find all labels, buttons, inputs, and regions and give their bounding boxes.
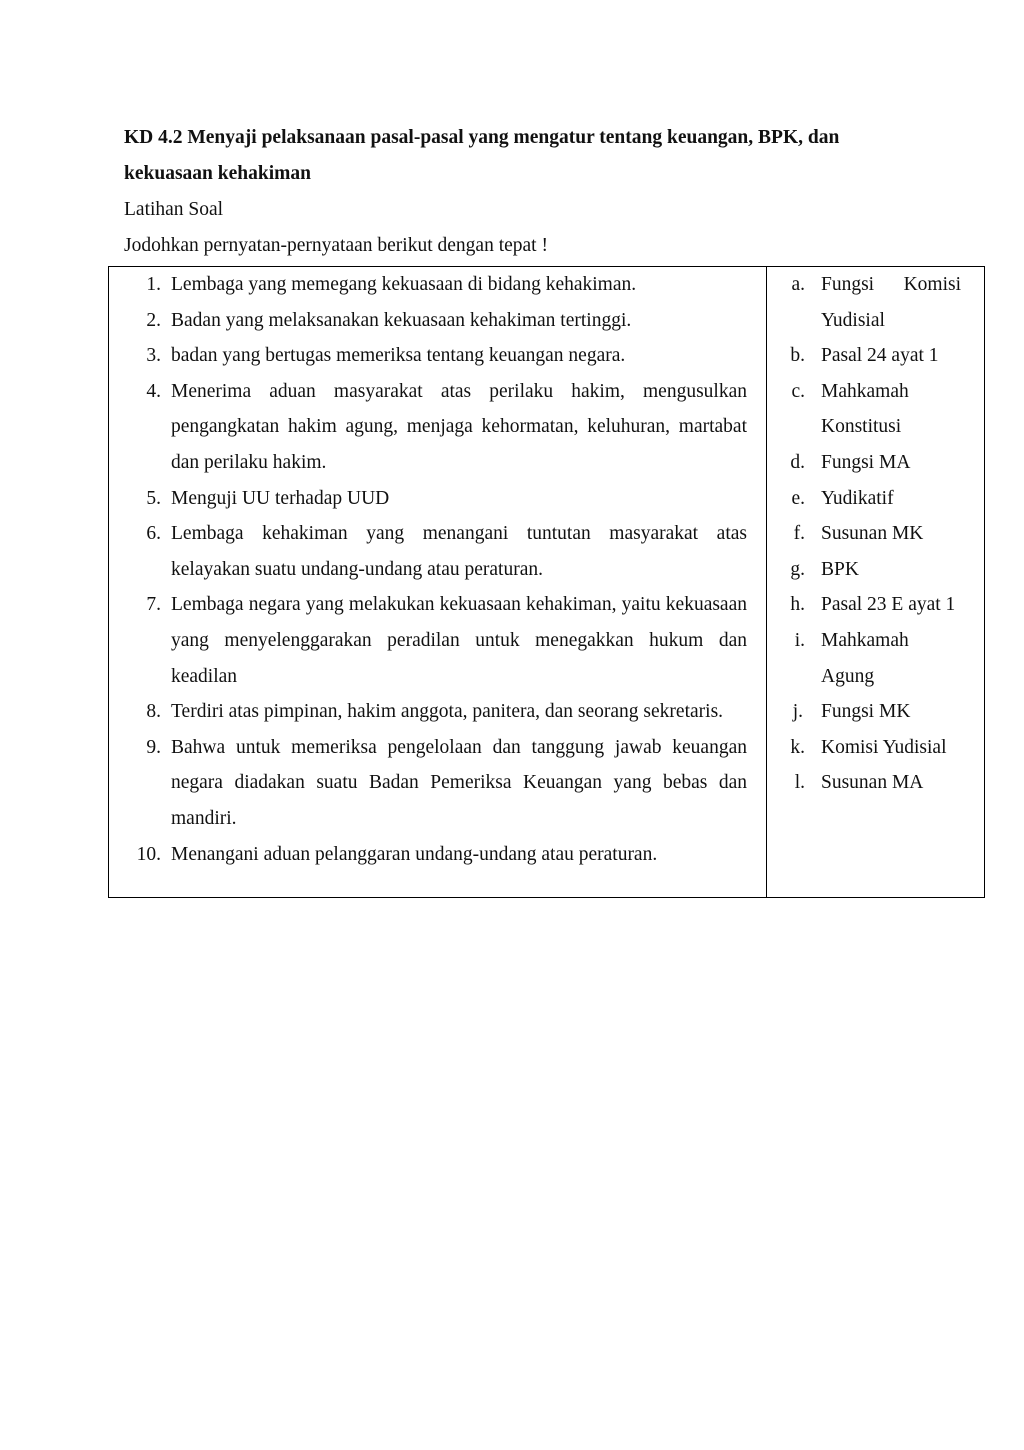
option-letter: h. (790, 594, 805, 616)
statement-number: 4. (146, 380, 161, 402)
option-text: Susunan MK (821, 523, 924, 545)
option-text: Pasal 24 ayat 1 (821, 345, 939, 367)
statement-item (109, 374, 766, 481)
option-text: Yudikatif (821, 487, 894, 509)
option-letter: d. (790, 451, 805, 473)
statement-item (109, 516, 766, 587)
option-item (767, 338, 984, 374)
option-item (767, 765, 984, 801)
option-letter: l. (794, 772, 805, 794)
statement-item (109, 338, 766, 374)
statement-text: Lembaga negara yang melakukan kekuasaan kehakiman, yaitu kekuasaan yang menyelenggarakan peradilan untuk menegakkan hukum dan keadilan (171, 594, 747, 687)
option-text: Mahkamah Konstitusi (821, 380, 909, 438)
option-letter: b. (790, 345, 805, 367)
statement-item (109, 694, 766, 730)
statement-text: Menguji UU terhadap UUD (171, 487, 390, 509)
statement-number: 8. (146, 701, 161, 723)
option-letter: i. (794, 629, 805, 651)
statement-number: 5. (146, 487, 161, 509)
option-text: Susunan MA (821, 772, 924, 794)
options-column (767, 267, 984, 897)
option-letter: j. (792, 701, 803, 723)
statement-text: Badan yang melaksanakan kekuasaan kehakiman tertinggi. (171, 309, 632, 331)
statement-number: 2. (146, 309, 161, 331)
statement-text: Menangani aduan pelanggaran undang-undang atau peraturan. (171, 843, 658, 865)
option-text: Mahkamah Agung (821, 629, 909, 687)
option-item (767, 623, 984, 694)
exercise-instruction: Jodohkan pernyatan-pernyataan berikut dengan tepat ! (124, 235, 548, 256)
statements-column (109, 267, 767, 897)
statement-item (109, 303, 766, 339)
statement-item (109, 481, 766, 517)
statement-text: Lembaga kehakiman yang menangani tuntutan masyarakat atas kelayakan suatu undang-undang atau peraturan. (171, 523, 747, 580)
statement-item (109, 587, 766, 694)
statement-item (109, 267, 766, 303)
option-text: Fungsi MA (821, 451, 911, 473)
option-letter: c. (791, 380, 805, 402)
option-item (767, 516, 984, 552)
option-item (767, 694, 984, 730)
statement-number: 6. (146, 523, 161, 545)
option-letter: a. (791, 274, 805, 295)
statement-number: 9. (146, 736, 161, 758)
option-item (767, 587, 984, 623)
statement-number: 1. (146, 274, 161, 295)
option-item (767, 730, 984, 766)
option-item (767, 267, 984, 338)
option-letter: e. (791, 487, 805, 509)
option-letter: g. (790, 558, 805, 580)
option-text: Pasal 23 E ayat 1 (821, 594, 956, 616)
statement-text: badan yang bertugas memeriksa tentang keuangan negara. (171, 345, 626, 367)
option-item (767, 445, 984, 481)
option-item (767, 374, 984, 445)
statement-text: Terdiri atas pimpinan, hakim anggota, panitera, dan seorang sekretaris. (171, 701, 724, 723)
statement-text: Lembaga yang memegang kekuasaan di bidang kehakiman. (171, 274, 637, 295)
document-heading: KD 4.2 Menyaji pelaksanaan pasal-pasal yang mengatur tentang keuangan, BPK, dan kekuasaan kehakiman (124, 127, 840, 184)
statement-item (109, 837, 766, 873)
matching-table (108, 266, 985, 898)
option-text: BPK (821, 558, 859, 580)
option-text: Fungsi Komisi Yudisial (821, 274, 961, 331)
exercise-subtitle: Latihan Soal (124, 199, 224, 220)
statement-number: 7. (146, 594, 161, 616)
option-text: Fungsi MK (821, 701, 911, 723)
statement-number: 3. (146, 345, 161, 367)
statement-number: 10. (136, 843, 161, 865)
option-item (767, 481, 984, 517)
option-item (767, 552, 984, 588)
option-text: Komisi Yudisial (821, 736, 947, 758)
option-letter: k. (790, 736, 805, 758)
statement-text: Menerima aduan masyarakat atas perilaku hakim, mengusulkan pengangkatan hakim agung, menjaga kehormatan, keluhuran, martabat dan perilaku hakim. (171, 380, 747, 473)
option-letter: f. (793, 523, 805, 545)
statement-item (109, 730, 766, 837)
statement-text: Bahwa untuk memeriksa pengelolaan dan tanggung jawab keuangan negara diadakan suatu Badan Pemeriksa Keuangan yang bebas dan mandiri. (171, 736, 747, 829)
